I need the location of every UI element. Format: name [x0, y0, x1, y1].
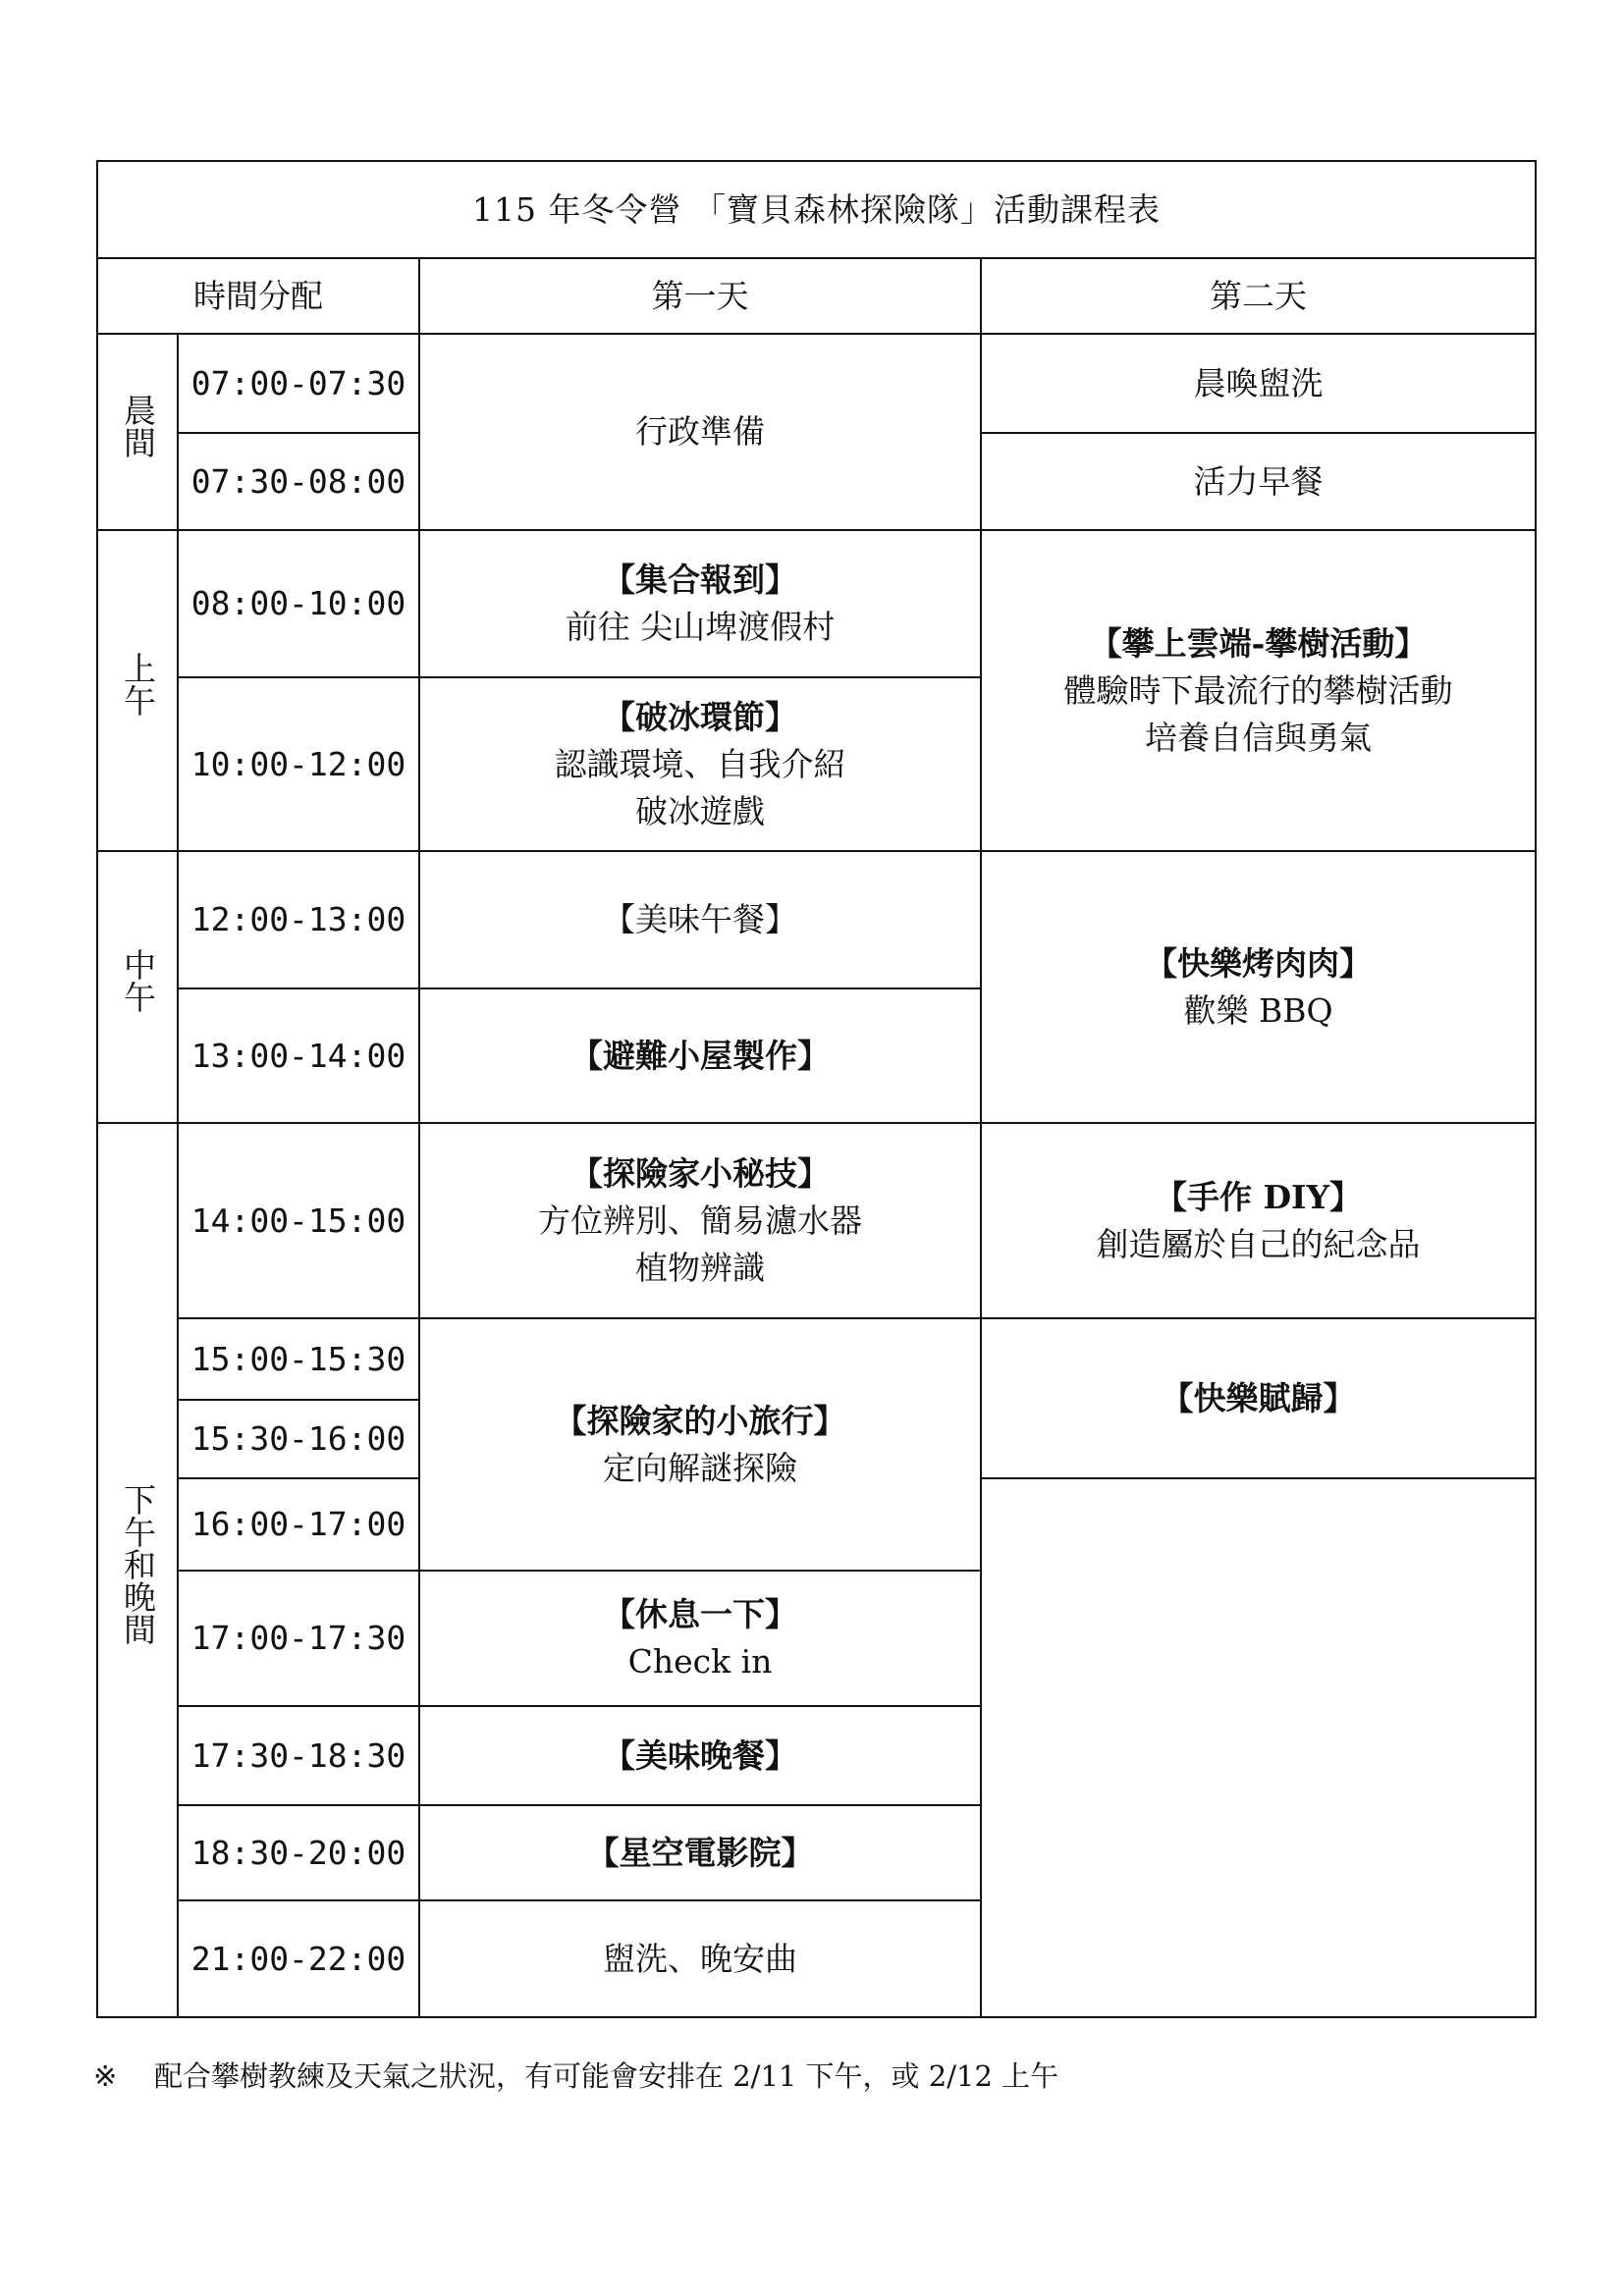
period-morning: 上午: [97, 530, 178, 851]
activity-detail: 認識環境、自我介紹: [554, 744, 846, 783]
time-slot: 14:00-15:00: [178, 1123, 419, 1318]
time-slot: 15:00-15:30: [178, 1318, 419, 1400]
activity-title: 【休息一下】: [603, 1595, 797, 1633]
schedule-table: [96, 160, 1537, 2018]
header-row: [97, 258, 1536, 334]
day1-admin: 行政準備: [419, 334, 981, 530]
header-time: 時間分配: [97, 258, 419, 334]
day2-wash: 晨喚盥洗: [981, 334, 1536, 433]
day1-trip: [419, 1318, 981, 1571]
time-slot: 12:00-13:00: [178, 851, 419, 988]
time-slot: 17:30-18:30: [178, 1706, 419, 1805]
day2-climb: [981, 530, 1536, 851]
activity-detail: 定向解謎探險: [603, 1448, 797, 1487]
time-slot: 15:30-16:00: [178, 1400, 419, 1478]
time-slot: 18:30-20:00: [178, 1805, 419, 1900]
day2-bbq: [981, 851, 1536, 1123]
period-noon: 中午: [97, 851, 178, 1123]
day1-skills: [419, 1123, 981, 1318]
header-day1: 第一天: [419, 258, 981, 334]
time-slot: 07:30-08:00: [178, 433, 419, 530]
day2-breakfast: 活力早餐: [981, 433, 1536, 530]
activity-title: 【攀上雲端-攀樹活動】: [1089, 623, 1428, 663]
reference-mark: ※: [93, 2059, 118, 2093]
day1-night: 盥洗、晚安曲: [419, 1900, 981, 2017]
title-row: [97, 161, 1536, 258]
activity-detail: 體驗時下最流行的攀樹活動: [1063, 670, 1453, 710]
time-slot: 08:00-10:00: [178, 530, 419, 677]
activity-detail: 方位辨別、簡易濾水器: [538, 1201, 862, 1240]
day1-movie: 【星空電影院】: [419, 1805, 981, 1900]
day1-shelter: 【避難小屋製作】: [419, 988, 981, 1123]
table-row: [97, 851, 1536, 988]
day1-icebreak: [419, 677, 981, 851]
time-slot: 17:00-17:30: [178, 1571, 419, 1706]
table-row: [97, 1123, 1536, 1318]
activity-title: 【探險家的小旅行】: [554, 1401, 846, 1440]
activity-detail: 創造屬於自己的紀念品: [1096, 1224, 1421, 1263]
time-slot: 16:00-17:00: [178, 1478, 419, 1571]
activity-detail: 培養自信與勇氣: [1145, 718, 1373, 757]
period-afternoon: 下午和晚間: [97, 1123, 178, 2017]
day2-diy: [981, 1123, 1536, 1318]
day2-return: 【快樂賦歸】: [981, 1318, 1536, 1478]
day1-lunch: 【美味午餐】: [419, 851, 981, 988]
activity-title: 【手作 DIY】: [1154, 1177, 1363, 1216]
time-slot: 07:00-07:30: [178, 334, 419, 433]
day1-gather: [419, 530, 981, 677]
activity-title: 【快樂烤肉肉】: [1145, 943, 1373, 983]
table-row: [97, 1318, 1536, 1400]
activity-title: 【集合報到】: [603, 561, 797, 599]
day1-dinner: 【美味晚餐】: [419, 1706, 981, 1805]
table-row: [97, 334, 1536, 433]
activity-title: 【探險家小秘技】: [570, 1153, 830, 1193]
time-slot: 10:00-12:00: [178, 677, 419, 851]
header-day2: 第二天: [981, 258, 1536, 334]
period-early: 晨間: [97, 334, 178, 530]
activity-detail: 植物辨識: [635, 1248, 765, 1287]
footnote-text: 配合攀樹教練及天氣之狀況，有可能會安排在 2/11 下午，或 2/12 上午: [154, 2059, 1059, 2093]
schedule-title: 115 年冬令營 「寶貝森林探險隊」活動課程表: [97, 161, 1536, 258]
activity-detail: 歡樂 BBQ: [1183, 990, 1333, 1030]
time-slot: 21:00-22:00: [178, 1900, 419, 2017]
activity-detail: 前往 尖山埤渡假村: [565, 608, 836, 646]
day2-empty-cell: [981, 1478, 1536, 2017]
table-row: [97, 530, 1536, 677]
time-slot: 13:00-14:00: [178, 988, 419, 1123]
activity-detail: Check in: [627, 1642, 773, 1681]
activity-detail: 破冰遊戲: [635, 791, 765, 830]
footnote: [93, 2055, 1058, 2095]
activity-title: 【破冰環節】: [603, 697, 797, 736]
day1-rest: [419, 1571, 981, 1706]
